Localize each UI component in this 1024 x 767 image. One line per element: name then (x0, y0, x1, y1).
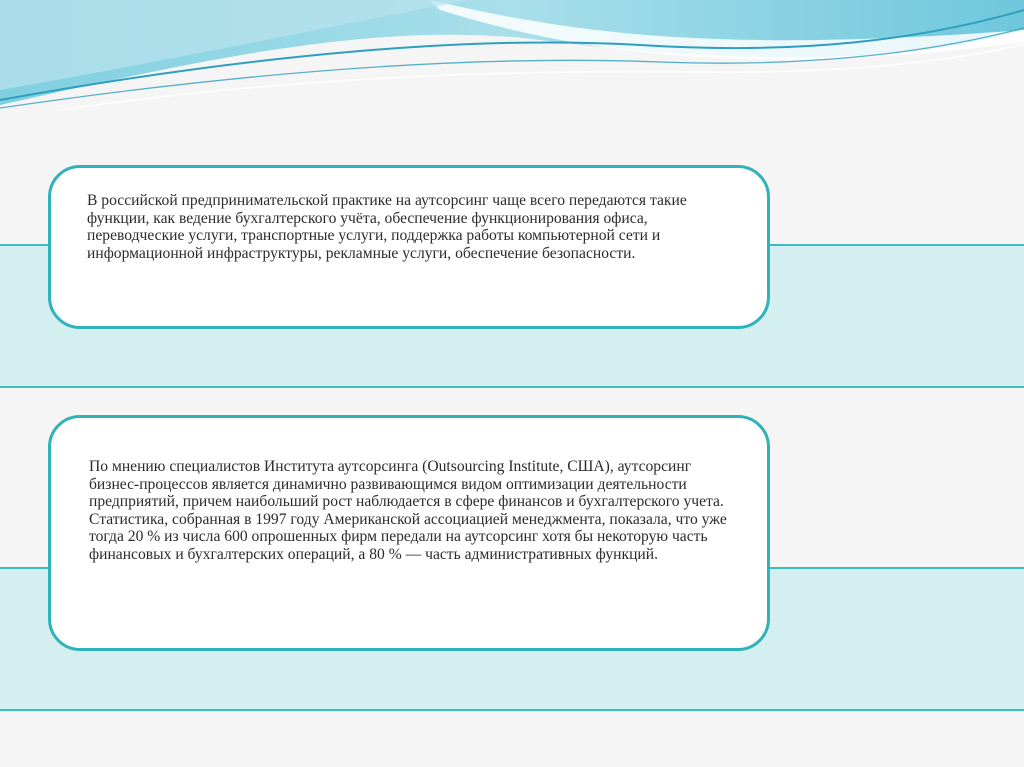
text-card-top (48, 165, 770, 329)
card-bottom-text: По мнению специалистов Института аутсорсинга (Outsourcing Institute, США), аутсорсинг бизнес-процессов является динамично развивающимся видом оптимизации деятельности предприятий, причем наибольший рост наблюдается в сфере финансов и бухгалтерского учета. Статистика, собранная в 1997 году Американской ассоциацией менеджмента, показала, что уже тогда 20 % из числа 600 опрошенных фирм передали на аутсорсинг хотя бы некоторую часть финансовых и бухгалтерских операций, а 80 % — часть административных функций. (89, 458, 727, 563)
wave-header-decoration (0, 0, 1024, 120)
card-top-text: В российской предпринимательской практике на аутсорсинг чаще всего передаются такие функции, как ведение бухгалтерского учёта, обеспечение функционирования офиса, переводческие услуги, транспортные услуги, поддержка работы компьютерной сети и информационной инфраструктуры, рекламные услуги, обеспечение безопасности. (87, 192, 687, 262)
text-card-bottom (48, 415, 770, 651)
